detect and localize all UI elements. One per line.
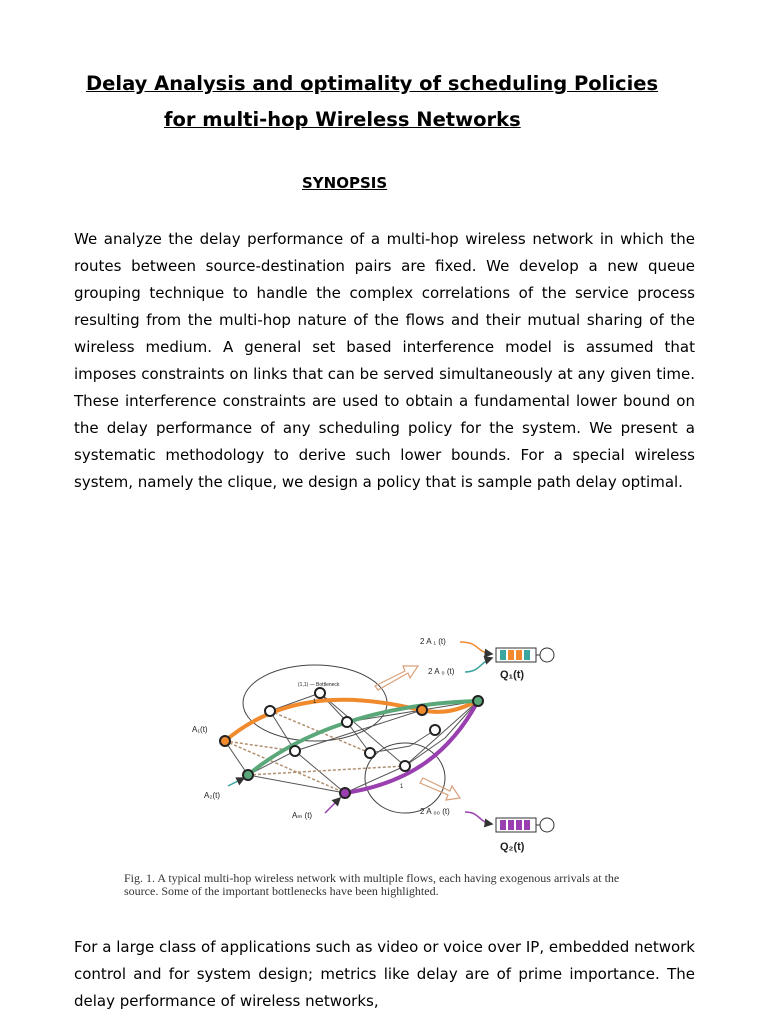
label-server-top: 1 xyxy=(313,699,317,705)
node xyxy=(400,761,410,771)
label-bottleneck: (1,1) — Bottleneck xyxy=(298,682,340,688)
title-line-2: for multi-hop Wireless Networks xyxy=(164,108,521,131)
network-figure xyxy=(120,628,640,928)
outline-arrow-top xyxy=(375,666,418,690)
synopsis-paragraph: We analyze the delay performance of a multi-hop wireless network in which the routes between source-destination pairs are fixed. We develop a new queue grouping technique to handle the complex correlations of the service process resulting from the multi-hop nature of the flows and their mutual sharing of the wireless medium. A general set based interference model is assumed that imposes constraints on links that can be served simultaneously at any given time. These interference constraints are used to obtain a fundamental lower bound on the delay performance of any scheduling policy for the system. We present a systematic methodology to derive such lower bounds. For a special wireless system, namely the clique, we design a policy that is sample path delay optimal. xyxy=(74,230,695,491)
node-sink xyxy=(473,696,483,706)
body-paragraph-2: For a large class of applications such as video or voice over IP, embedded network control and for system design; metrics like delay are of prime importance. The delay performance of wireless networks, xyxy=(74,938,695,1010)
figure-caption: Fig. 1. A typical multi-hop wireless network with multiple flows, each having exogenous arrivals at the source. Some of the important bottlenecks have been highlighted. xyxy=(124,871,620,898)
label-a1: A₁(t) xyxy=(192,725,208,734)
label-server-bottom: 1 xyxy=(400,784,404,790)
outline-arrow-bottom xyxy=(420,778,460,800)
section-heading: SYNOPSIS xyxy=(302,174,388,192)
node xyxy=(430,725,440,735)
label-q1: Q₁(t) xyxy=(500,669,525,681)
label-arr-top1: 2 A ₁ (t) xyxy=(420,637,446,646)
queue-q2 xyxy=(496,818,554,832)
arrival-curve-top1 xyxy=(460,642,492,654)
arrival-arrow-am xyxy=(325,798,340,813)
node xyxy=(290,746,300,756)
label-a2: A₂(t) xyxy=(204,791,220,800)
arrival-arrow-a2 xyxy=(228,778,244,786)
node xyxy=(265,706,275,716)
node-orange-source xyxy=(220,736,230,746)
title-line-1: Delay Analysis and optimality of scheduling Policies xyxy=(86,72,659,95)
label-arr-top2: 2 A ₀ (t) xyxy=(428,667,455,676)
arrival-curve-top2 xyxy=(465,658,492,672)
label-arr-bot: 2 A ₀₀ (t) xyxy=(420,807,450,816)
node xyxy=(342,717,352,727)
node-orange xyxy=(417,705,427,715)
queue-q1 xyxy=(496,648,554,662)
node xyxy=(315,688,325,698)
label-am: Aₘ (t) xyxy=(292,811,313,820)
node-purple-source xyxy=(340,788,350,798)
arrival-curve-bot xyxy=(465,812,492,824)
label-q2: Q₂(t) xyxy=(500,841,525,853)
node xyxy=(365,748,375,758)
bottleneck-ellipse-bottom xyxy=(365,743,445,813)
network-edges xyxy=(225,693,478,793)
node-green-source xyxy=(243,770,253,780)
network-diagram xyxy=(120,628,640,868)
